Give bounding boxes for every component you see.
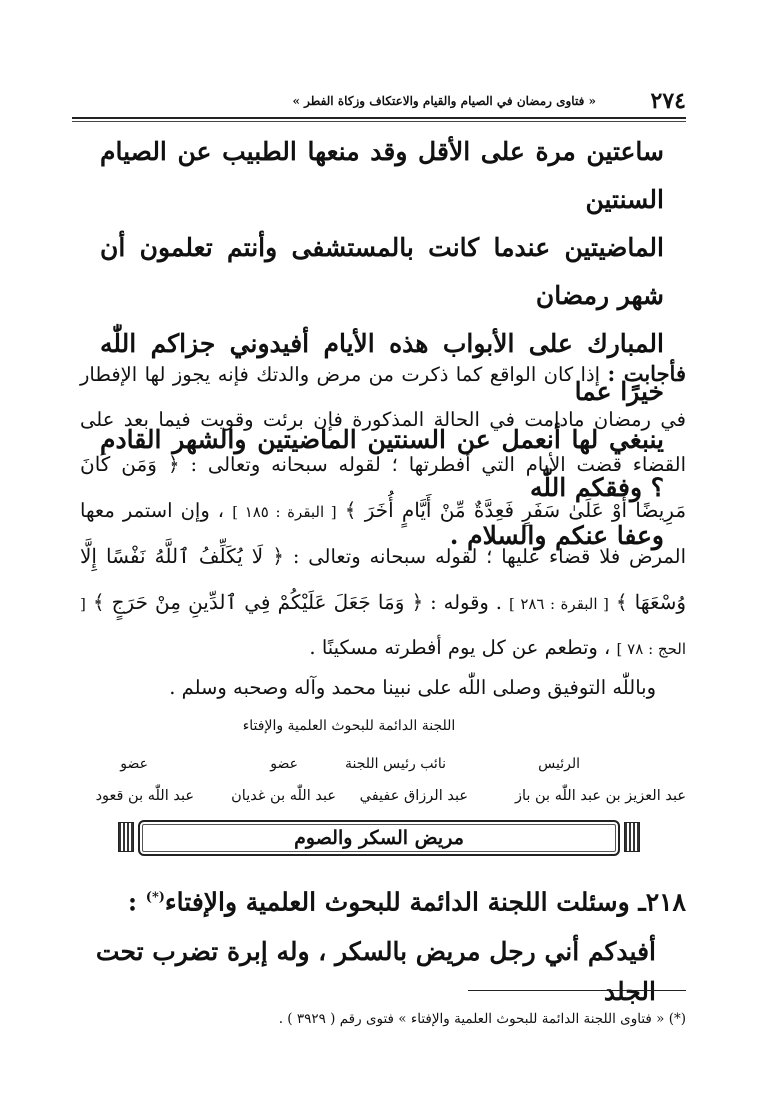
running-title: « فتاوى رمضان في الصيام والقيام والاعتكاف وزكاة الفطر » — [292, 94, 596, 108]
page-number: ٢٧٤ — [650, 88, 686, 114]
question-218-text: أفيدكم أني رجل مريض بالسكر ، وله إبرة تضرب تحت الجلد — [95, 937, 656, 1006]
quran-verse: ﴿ وَمَن كَانَ مَرِيضًا أَوْ عَلَىٰ سَفَرٍ فَعِدَّةٌ مِّنْ أَيَّامٍ أُخَرَ ﴾ — [80, 452, 687, 522]
footnote: (*) « فتاوى اللجنة الدائمة للبحوث العلمية والإفتاء » فتوى رقم ( ٣٩٢٩ ) . — [278, 1011, 686, 1027]
committee-roles — [80, 756, 678, 778]
question-number: ٢١٨ـ — [638, 887, 686, 917]
member-name: عبد العزيز بن عبد اللّٰه بن باز — [514, 788, 686, 804]
question-line: وعفا عنكم والسلام . — [449, 521, 664, 550]
header-rule-thin — [72, 121, 686, 122]
committee-title: اللجنة الدائمة للبحوث العلمية والإفتاء — [242, 718, 456, 734]
answer-text: ، وتطعم عن كل يوم أفطرته مسكينًا . — [309, 636, 611, 659]
question-218-heading — [80, 878, 686, 922]
committee-names — [72, 788, 686, 812]
section-banner — [114, 820, 644, 856]
quran-verse: ﴿ لَا يُكَلِّفُ ٱللَّهُ نَفْسًا إِلَّا وُسْعَهَا ﴾ — [80, 544, 687, 614]
banner-ornament — [118, 822, 134, 852]
role-label: نائب رئيس اللجنة — [345, 756, 446, 772]
header-rule — [72, 117, 686, 119]
question-line: ساعتين مرة على الأقل وقد منعها الطبيب عن الصيام السنتين — [100, 137, 664, 214]
answer-text: ، وإن استمر معها المرض فلا قضاء عليها ؛ لقوله سبحانه وتعالى : — [80, 498, 686, 568]
verse-reference: [ البقرة : ٢٨٦ ] — [508, 594, 609, 613]
page-header — [72, 88, 686, 116]
footnote-marker: (*) — [145, 890, 165, 905]
answer-text: إذا كان الواقع كما ذكرت من مرض والدتك فإنه يجوز لها الإفطار في رمضان مادامت في الحالة المذكورة فإن برئت وقويت فيما بعد على القضاء قضت الأيام التي أفطرتها ؛ لقوله سبحانه وتعالى : — [80, 363, 686, 476]
member-name: عبد اللّٰه بن غديان — [231, 788, 336, 804]
question-line: المبارك على الأبواب هذه الأيام أفيدوني جزاكم اللّٰه خيرًا عما — [100, 329, 664, 406]
question-line: ينبغي لها أنعمل عن السنتين الماضيتين والشهر القادم ؟ وفقكم اللّٰه — [100, 425, 664, 502]
member-name: عبد الرزاق عفيفي — [359, 788, 468, 804]
answer-paragraph — [80, 352, 686, 672]
section-title: مريض السكر والصوم — [138, 820, 620, 856]
heading-colon: : — [127, 887, 138, 917]
role-label: عضو — [270, 756, 298, 772]
verse-reference: [ الحج : ٧٨ ] — [80, 594, 686, 658]
question-line: الماضيتين عندما كانت بالمستشفى وأنتم تعلمون أن شهر رمضان — [100, 233, 664, 310]
answer-text: . وقوله : — [430, 590, 502, 614]
footnote-rule — [468, 990, 686, 991]
banner-ornament — [624, 822, 640, 852]
role-label: الرئيس — [538, 756, 580, 772]
answer-lead: فأجابت : — [607, 361, 686, 386]
question-heading-text: وسئلت اللجنة الدائمة للبحوث العلمية والإفتاء — [164, 887, 630, 917]
role-label: عضو — [120, 756, 148, 772]
verse-reference: [ البقرة : ١٨٥ ] — [232, 502, 337, 521]
closing-line: وباللّٰه التوفيق وصلى اللّٰه على نبينا محمد وآله وصحبه وسلم . — [169, 676, 656, 699]
member-name: عبد اللّٰه بن قعود — [95, 788, 194, 804]
quran-verse: ﴿ وَمَا جَعَلَ عَلَيْكُمْ فِي ٱلدِّينِ مِنْ حَرَجٍ ﴾ — [92, 589, 424, 614]
